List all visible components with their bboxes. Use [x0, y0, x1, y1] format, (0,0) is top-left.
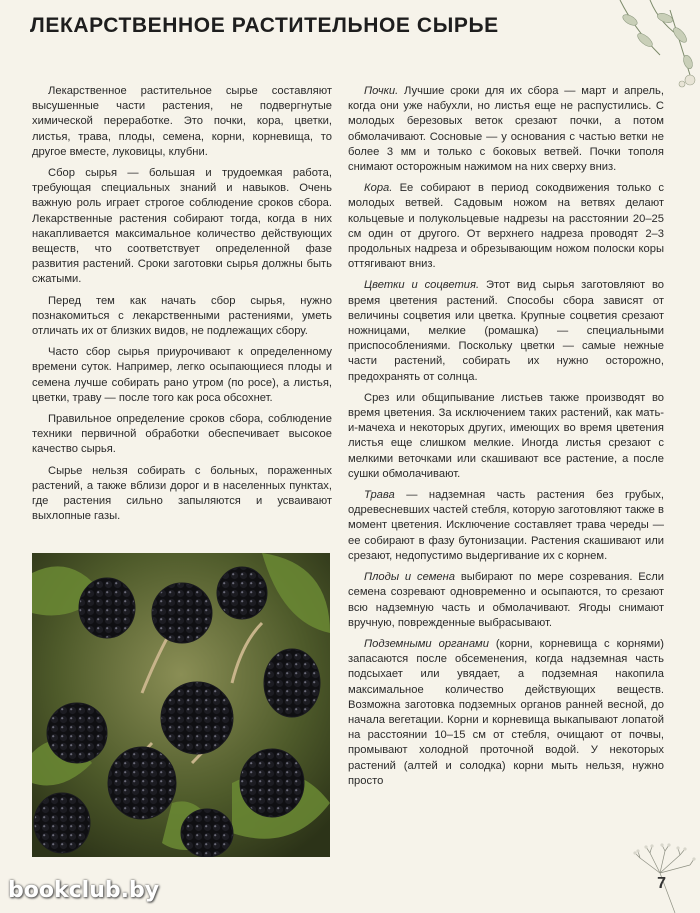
watermark: bookclub.by — [8, 878, 160, 903]
paragraph: Лекарственное растительное сырье составляют высушенные части растения, не подвергнутые химической переработке. Это почки, кора, цветки, листья, трава, плоды, семена, корни, корневища, то другое вместе, луковицы, клубни. — [32, 85, 332, 158]
paragraph-herb: Трава — надземная часть растения без грубых, одревесневших частей стебля, которую заготовляют также в момент цветения. Исключение составляет трава череды — ее собирают в фазу бутонизации. Растения скашивают или срезают, недопустимо выдергивание их с корнем. — [348, 489, 664, 562]
paragraph-leaves: Срез или общипывание листьев также производят во время цветения. За исключением таких растений, как мать-и-мачеха и некоторых других, имеющих во время цветения листья еще слишком мелкие. Иногда листья срезают с мелкими веточками или скашивают все растение, а после сушки обмолачивают. — [348, 391, 664, 480]
paragraph: Перед тем как начать сбор сырья, нужно познакомиться с лекарственными растениями, уметь отличать их от близких видов, не подлежащих сбору. — [32, 294, 332, 338]
paragraph: Часто сбор сырья приурочивают к определенному времени суток. Например, легко осыпающиеся плоды и семена лучше собирать рано утром (по росе), а листья, цветки, траву — после того как роса обсохнет. — [32, 346, 332, 404]
paragraph-flowers: Цветки и соцветия. Этот вид сырья заготовляют во время цветения растений. Способы сбора зависят от величины соцветия или цветка. Крупные соцветия срезают ножницами, мелкие (ромашка) — специальными приспособлениями. Поскольку цветки — самые нежные части растений, собирать их нужно осторожно, предохранять от солнца. — [348, 279, 664, 383]
paragraph-fruits: Плоды и семена выбирают по мере созревания. Если семена созревают одновременно и осыпаются, то срезают всю надземную часть и обмолачивают. Ягоды снимают вручную, поврежденные выбрасывают. — [348, 571, 665, 629]
herb-illustration-top — [590, 0, 700, 90]
blackberry-image — [32, 553, 330, 857]
right-column — [348, 84, 664, 795]
paragraph-buds: Почки. Лучшие сроки для их сбора — март и апрель, когда они уже набухли, но листья еще не распустились. С молодых березовых веток срезают почки, а потом обмолачивают. Сосновые — у основания с частью ветки не более 3 мм и только с боковых ветвей. Почки тополя снимают осторожным нажимом на них сверху вниз. — [348, 85, 664, 174]
blackberry-photo — [32, 553, 330, 857]
left-column — [32, 84, 332, 530]
page-title: ЛЕКАРСТВЕННОЕ РАСТИТЕЛЬНОЕ СЫРЬЕ — [30, 14, 499, 37]
paragraph: Правильное определение сроков сбора, соблюдение техники первичной обработки обеспечивает высокое качество сырья. — [32, 413, 332, 456]
herb-illustration-bottom — [580, 803, 700, 913]
paragraph-roots: Подземными органами (корни, корневища с корнями) запасаются после обсеменения, когда надземная часть подсыхает или увядает, а подземная накопила максимальное количество действующих веществ. Возможна заготовка подземных органов ранней весной, до начала вегетации. Корни и корневища выкапывают лопатой на расстоянии 10–15 см от стебля, очищают от почвы, промывают холодной проточной водой. У некоторых растений (алтей и солодка) корни мыть нельзя, нужно просто — [348, 637, 664, 787]
paragraph-bark: Кора. Ее собирают в период сокодвижения только с молодых ветвей. Садовым ножом на ветвях делают кольцевые и полукольцевые надрезы на расстоянии 20–25 см один от другого. От верхнего надреза проводят 2–3 продольных надреза и обрезывающим ножом полоски коры оттягивают вниз. — [348, 182, 664, 271]
paragraph: Сбор сырья — большая и трудоемкая работа, требующая специальных знаний и навыков. Очень важную роль играет строгое соблюдение сроков сбора. Лекарственные растения собирают тогда, когда в них накапливается максимальное количество действующих веществ, что соответствует определенной фазе развития растений. Сроки заготовки сырья должны быть сжатыми. — [32, 167, 332, 286]
paragraph: Сырье нельзя собирать с больных, пораженных растений, а также вблизи дорог и в населенных пунктах, где растения сильно запыляются и усваивают выхлопные газы. — [32, 464, 332, 523]
page-number: 7 — [657, 875, 666, 892]
